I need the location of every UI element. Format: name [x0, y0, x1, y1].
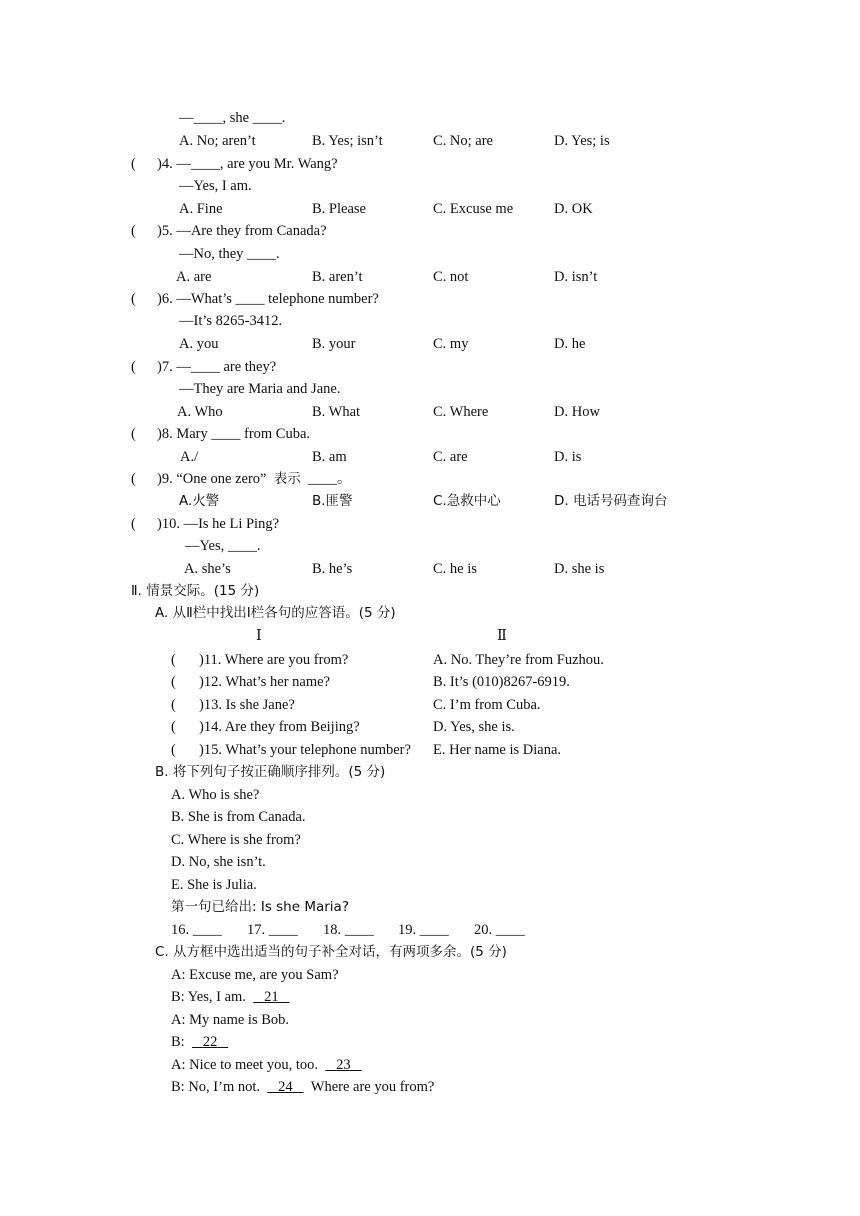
partC-line-2-text: B: Yes, I am.	[171, 989, 246, 1005]
q6-option-c: C. my	[433, 336, 469, 352]
partC-line-2	[171, 988, 289, 1006]
q10-stem: )10. —Is he Li Ping?	[157, 516, 280, 532]
q10-option-a: A. she’s	[184, 561, 231, 577]
partB-sentence-c: C. Where is she from?	[171, 832, 301, 848]
q5-stem: )5. —Are they from Canada?	[157, 223, 327, 239]
q6-paren: (	[131, 291, 136, 307]
partA-col1-header: Ⅰ	[256, 628, 262, 644]
partB-blank-16: 16. ____	[171, 922, 222, 938]
partC-blank-23-num: 23	[336, 1057, 351, 1073]
partC-blank-24-num: 24	[278, 1079, 293, 1095]
q10-option-d: D. she is	[554, 561, 605, 577]
partA-row-11-question: )11. Where are you from?	[199, 652, 349, 668]
q3-dialogue: —____, she ____.	[179, 110, 286, 126]
q6-reply: —It’s 8265-3412.	[179, 313, 283, 329]
q9-stem	[157, 470, 352, 488]
q5-paren: (	[131, 223, 136, 239]
q8-option-c: C. are	[433, 449, 468, 465]
partC-line-1-text: A: Excuse me, are you Sam?	[171, 967, 339, 983]
partA-row-11-paren: (	[171, 652, 176, 668]
q10-reply: —Yes, ____.	[185, 538, 261, 554]
partA-row-14-answer: D. Yes, she is.	[433, 719, 515, 735]
partC-line-6-after: Where are you from?	[310, 1079, 435, 1095]
q5-reply: —No, they ____.	[179, 246, 280, 262]
q9-stem-en: )9. “One one zero”	[157, 471, 267, 487]
q5-option-c: C. not	[433, 269, 469, 285]
section2-heading: Ⅱ. 情景交际。(15 分)	[131, 583, 260, 599]
q7-stem: )7. —____ are they?	[157, 359, 277, 375]
partB-blank-19: 19. ____	[398, 922, 449, 938]
partB-blank-17: 17. ____	[247, 922, 298, 938]
q4-option-c: C. Excuse me	[433, 201, 514, 217]
partB-given-text: 第一句已给出: Is she Maria?	[171, 899, 349, 915]
partC-blank-24	[267, 1079, 303, 1095]
q3-option-a: A. No; aren’t	[179, 133, 256, 149]
partC-blank-22	[192, 1034, 228, 1050]
q7-option-b: B. What	[312, 404, 361, 420]
partA-row-12-question: )12. What’s her name?	[199, 674, 330, 690]
partC-line-1	[171, 966, 339, 984]
q6-option-d: D. he	[554, 336, 586, 352]
q9-option-b: B.匪警	[312, 493, 353, 509]
partC-line-3-text: A: My name is Bob.	[171, 1012, 290, 1028]
q3-option-c: C. No; are	[433, 133, 493, 149]
partA-row-14-paren: (	[171, 719, 176, 735]
q6-option-a: A. you	[179, 336, 219, 352]
q5-option-d: D. isn’t	[554, 269, 598, 285]
q9-stem-zh: 表示	[273, 471, 301, 487]
partC-blank-22-num: 22	[202, 1034, 218, 1050]
q8-paren: (	[131, 426, 136, 442]
q7-reply: —They are Maria and Jane.	[179, 381, 341, 397]
partB-blank-18: 18. ____	[323, 922, 374, 938]
q6-stem: )6. —What’s ____ telephone number?	[157, 291, 379, 307]
partA-row-13-answer: C. I’m from Cuba.	[433, 697, 541, 713]
partA-row-15-answer: E. Her name is Diana.	[433, 742, 562, 758]
q9-option-c: C.急救中心	[433, 493, 501, 509]
partC-line-3	[171, 1011, 289, 1029]
partC-line-6-text: B: No, I’m not.	[171, 1079, 261, 1095]
partA-row-13-paren: (	[171, 697, 176, 713]
q7-option-c: C. Where	[433, 404, 489, 420]
q3-option-b: B. Yes; isn’t	[312, 133, 383, 149]
partA-title: A. 从Ⅱ栏中找出Ⅰ栏各句的应答语。(5 分)	[155, 605, 396, 621]
partA-row-15-question: )15. What’s your telephone number?	[199, 742, 411, 758]
partA-row-12-answer: B. It’s (010)8267-6919.	[433, 674, 570, 690]
q4-option-d: D. OK	[554, 201, 593, 217]
q4-option-a: A. Fine	[179, 201, 223, 217]
partB-blank-20: 20. ____	[474, 922, 525, 938]
q4-paren: (	[131, 156, 136, 172]
q10-option-b: B. he’s	[312, 561, 353, 577]
q8-option-b: B. am	[312, 449, 347, 465]
partB-sentence-d: D. No, she isn’t.	[171, 854, 266, 870]
q9-option-a: A.火警	[179, 493, 220, 509]
q5-option-b: B. aren’t	[312, 269, 363, 285]
q9-paren: (	[131, 471, 136, 487]
partC-line-5-text: A: Nice to meet you, too.	[171, 1057, 318, 1073]
partB-given	[171, 898, 349, 916]
partC-blank-21-num: 21	[264, 989, 279, 1005]
q9-option-d: D. 电话号码查询台	[554, 493, 668, 509]
q9-stem-blank: ____。	[308, 471, 352, 487]
partC-title: C. 从方框中选出适当的句子补全对话，有两项多余。(5 分)	[155, 944, 507, 960]
q8-option-d: D. is	[554, 449, 582, 465]
q4-stem: )4. —____, are you Mr. Wang?	[157, 156, 338, 172]
partA-row-13-question: )13. Is she Jane?	[199, 697, 295, 713]
partA-col2-header: Ⅱ	[497, 628, 507, 644]
partB-sentence-b: B. She is from Canada.	[171, 809, 306, 825]
partC-blank-21	[253, 989, 289, 1005]
partC-blank-23	[325, 1057, 361, 1073]
partA-row-12-paren: (	[171, 674, 176, 690]
q7-option-d: D. How	[554, 404, 600, 420]
partA-row-11-answer: A. No. They’re from Fuzhou.	[433, 652, 604, 668]
partC-line-4	[171, 1033, 228, 1051]
q4-option-b: B. Please	[312, 201, 366, 217]
partA-row-14-question: )14. Are they from Beijing?	[199, 719, 360, 735]
partB-title: B. 将下列句子按正确顺序排列。(5 分)	[155, 764, 386, 780]
q7-option-a: A. Who	[177, 404, 223, 420]
partA-row-15-paren: (	[171, 742, 176, 758]
q8-stem: )8. Mary ____ from Cuba.	[157, 426, 311, 442]
q4-reply: —Yes, I am.	[179, 178, 252, 194]
q10-paren: (	[131, 516, 136, 532]
partC-line-5	[171, 1056, 361, 1074]
q5-option-a: A. are	[176, 269, 212, 285]
q6-option-b: B. your	[312, 336, 356, 352]
q8-option-a: A./	[180, 449, 199, 465]
partB-sentence-a: A. Who is she?	[171, 787, 260, 803]
partB-sentence-e: E. She is Julia.	[171, 877, 257, 893]
q7-paren: (	[131, 359, 136, 375]
q3-option-d: D. Yes; is	[554, 133, 610, 149]
q10-option-c: C. he is	[433, 561, 477, 577]
partC-line-6	[171, 1078, 434, 1096]
partC-line-4-text: B:	[171, 1034, 185, 1050]
